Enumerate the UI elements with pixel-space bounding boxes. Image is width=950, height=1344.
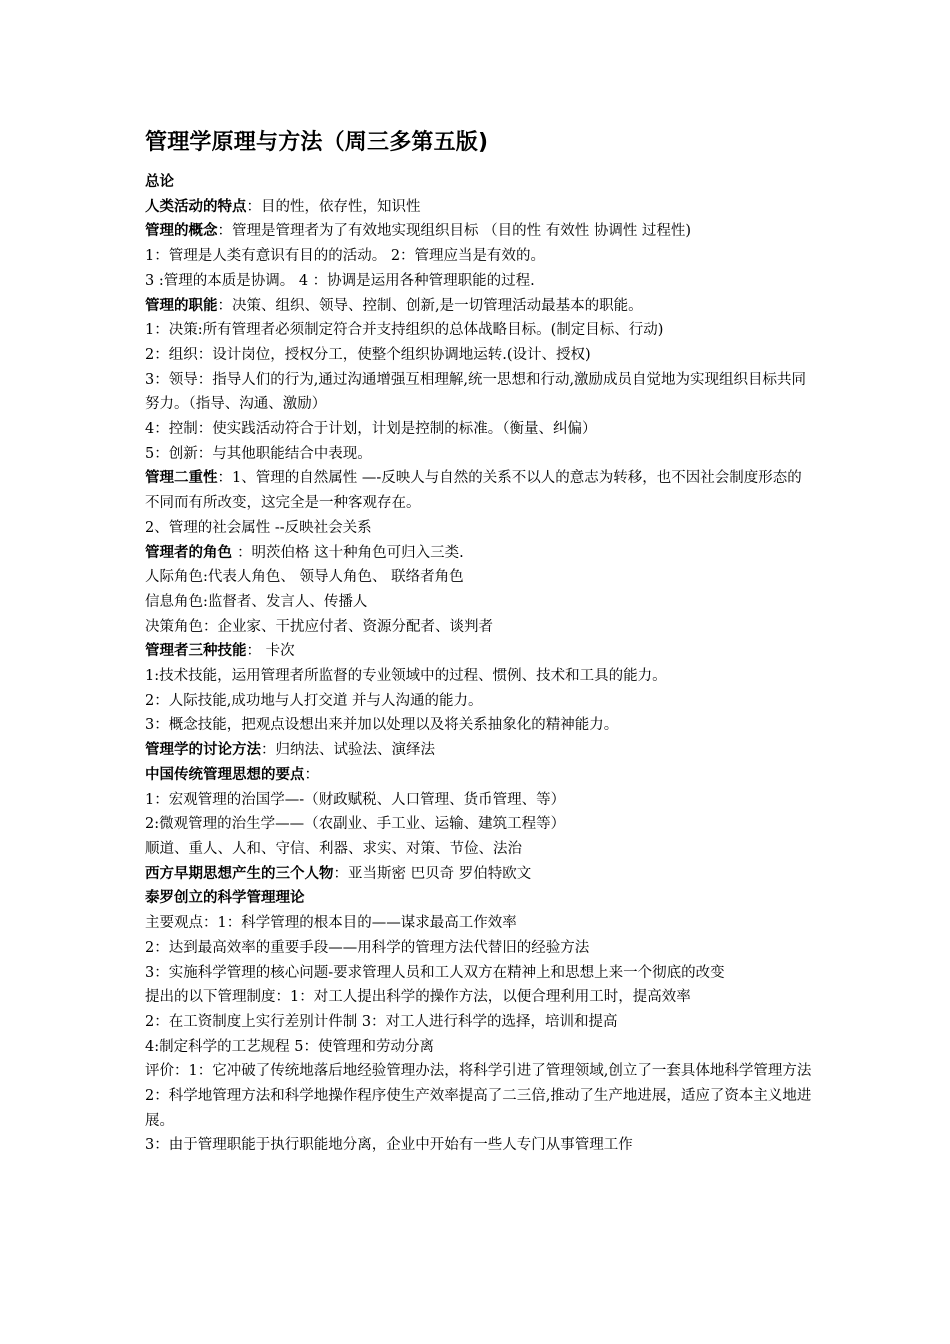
text-line xyxy=(145,689,813,714)
document-body xyxy=(145,170,813,1158)
text-line xyxy=(145,343,813,368)
text-line xyxy=(145,466,813,515)
text-line xyxy=(145,368,813,417)
document-page xyxy=(145,128,813,1158)
text-line xyxy=(145,837,813,862)
text-line xyxy=(145,417,813,442)
text-line xyxy=(145,738,813,763)
line-text: 2：组织：设计岗位，授权分工，使整个组织协调地运转.(设计、授权) xyxy=(145,346,591,363)
text-line xyxy=(145,788,813,813)
line-text: 人际角色:代表人角色、 领导人角色、 联络者角色 xyxy=(145,569,464,586)
line-text: ：管理是管理者为了有效地实现组织目标 （目的性 有效性 协调性 过程性) xyxy=(217,223,692,240)
line-text: 1：管理是人类有意识有目的的活动。 2：管理应当是有效的。 xyxy=(145,248,546,265)
line-heading: 西方早期思想产生的三个人物 xyxy=(145,865,334,882)
line-text: 1：决策:所有管理者必须制定符合并支持组织的总体战略目标。(制定目标、行动) xyxy=(145,322,664,339)
text-line xyxy=(145,713,813,738)
line-text: 3：实施科学管理的核心问题-要求管理人员和工人双方在精神上和思想上来一个彻底的改变 xyxy=(145,964,725,981)
line-text: 2：达到最高效率的重要手段——用科学的管理方法代替旧的经验方法 xyxy=(145,939,590,956)
text-line xyxy=(145,1035,813,1060)
text-line xyxy=(145,886,813,911)
line-text: 2:微观管理的治生学——（农副业、手工业、运输、建筑工程等） xyxy=(145,816,566,833)
text-line xyxy=(145,936,813,961)
text-line xyxy=(145,1133,813,1158)
text-line xyxy=(145,961,813,986)
text-line xyxy=(145,269,813,294)
line-text: 信息角色:监督者、发言人、传播人 xyxy=(145,593,368,610)
text-line xyxy=(145,442,813,467)
line-text: 3 :管理的本质是协调。 4 ：协调是运用各种管理职能的过程. xyxy=(145,272,535,289)
line-heading: 人类活动的特点 xyxy=(145,198,247,215)
text-line xyxy=(145,985,813,1010)
line-heading: 管理二重性 xyxy=(145,470,218,487)
line-text: ：目的性，依存性，知识性 xyxy=(246,198,421,215)
text-line xyxy=(145,639,813,664)
text-line xyxy=(145,664,813,689)
line-text: 4：控制：使实践活动符合于计划，计划是控制的标准。（衡量、纠偏） xyxy=(145,421,597,438)
line-text: 主要观点：1：科学管理的根本目的——谋求最高工作效率 xyxy=(145,915,517,932)
line-text: 3：由于管理职能于执行职能地分离，企业中开始有一些人专门从事管理工作 xyxy=(145,1137,633,1154)
line-text: 1:技术技能，运用管理者所监督的专业领域中的过程、惯例、技术和工具的能力。 xyxy=(145,668,667,685)
text-line xyxy=(145,1059,813,1084)
line-text: 3：概念技能，把观点设想出来并加以处理以及将关系抽象化的精神能力。 xyxy=(145,717,619,734)
line-heading: 管理的概念 xyxy=(145,223,218,240)
line-text: 2：在工资制度上实行差别计件制 3：对工人进行科学的选择，培训和提高 xyxy=(145,1013,618,1030)
line-text: 4:制定科学的工艺规程 5：使管理和劳动分离 xyxy=(145,1038,434,1055)
text-line xyxy=(145,244,813,269)
document-title: 管理学原理与方法（周三多第五版) xyxy=(145,130,489,155)
line-text: 5：创新：与其他职能结合中表现。 xyxy=(145,445,372,462)
text-line xyxy=(145,812,813,837)
text-line xyxy=(145,1084,813,1133)
text-line xyxy=(145,541,813,566)
line-text: 3：领导：指导人们的行为,通过沟通增强互相理解,统一思想和行动,激励成员自觉地为实现组织目标共同努力。（指导、沟通、激励） xyxy=(145,371,807,413)
line-text: 提出的以下管理制度：1：对工人提出科学的操作方法，以便合理利用工时，提高效率 xyxy=(145,989,691,1006)
line-heading: 管理者的角色 xyxy=(145,544,238,561)
text-line xyxy=(145,195,813,220)
line-text: ：决策、组织、领导、控制、创新,是一切管理活动最基本的职能。 xyxy=(217,297,643,314)
text-line xyxy=(145,516,813,541)
line-heading: 管理的职能 xyxy=(145,297,218,314)
line-heading: 泰罗创立的科学管理理论 xyxy=(145,890,305,907)
text-line xyxy=(145,763,813,788)
text-line xyxy=(145,862,813,887)
text-line xyxy=(145,565,813,590)
text-line xyxy=(145,911,813,936)
line-text: 2、管理的社会属性 --反映社会关系 xyxy=(145,519,372,536)
text-line xyxy=(145,219,813,244)
line-text: ： xyxy=(304,766,319,783)
text-line xyxy=(145,590,813,615)
line-text: 1：宏观管理的治国学—-（财政赋税、人口管理、货币管理、等） xyxy=(145,791,566,808)
line-text: ：亚当斯密 巴贝奇 罗伯特欧文 xyxy=(333,865,532,882)
line-heading: 总论 xyxy=(145,174,174,190)
line-heading: 管理者三种技能 xyxy=(145,643,247,660)
text-line xyxy=(145,615,813,640)
line-text: 决策角色：企业家、干扰应付者、资源分配者、谈判者 xyxy=(145,618,493,635)
line-heading: 中国传统管理思想的要点 xyxy=(145,766,305,783)
line-heading: 管理学的讨论方法 xyxy=(145,742,261,759)
line-text: ： 卡次 xyxy=(246,643,295,660)
text-line xyxy=(145,294,813,319)
text-line xyxy=(145,318,813,343)
line-text: ：明茨伯格 这十种角色可归入三类. xyxy=(237,544,464,561)
text-line xyxy=(145,1010,813,1035)
line-text: 2：科学地管理方法和科学地操作程序使生产效率提高了二三倍,推动了生产地进展，适应了资本主义地进展。 xyxy=(145,1088,812,1129)
line-text: ：1、管理的自然属性 —-反映人与自然的关系不以人的意志为转移，也不因社会制度形态的不同而有所改变，这完全是一种客观存在。 xyxy=(145,470,802,512)
line-text: 2：人际技能,成功地与人打交道 并与人沟通的能力。 xyxy=(145,692,483,709)
line-text: ：归纳法、试验法、演绎法 xyxy=(261,742,435,759)
line-text: 评价：1：它冲破了传统地落后地经验管理办法，将科学引进了管理领域,创立了一套具体地科学管理方法 xyxy=(145,1063,812,1080)
text-line xyxy=(145,170,813,195)
line-text: 顺道、重人、人和、守信、利器、求实、对策、节俭、法治 xyxy=(145,840,522,857)
